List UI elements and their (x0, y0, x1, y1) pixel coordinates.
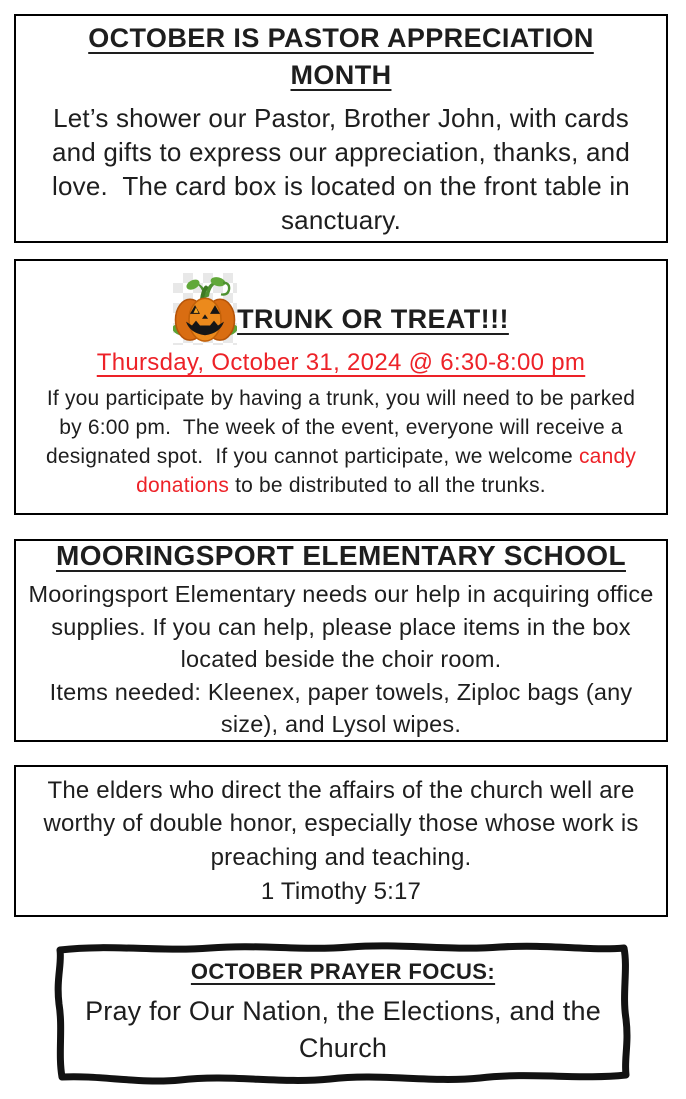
pastor-appreciation-card (14, 14, 668, 243)
trunk-or-treat-datetime: Thursday, October 31, 2024 @ 6:30-8:00 pm (96, 349, 586, 377)
scripture-card (14, 765, 668, 917)
prayer-focus-body: Pray for Our Nation, the Elections, and the Church (85, 996, 601, 1063)
scripture-reference: 1 Timothy 5:17 (260, 877, 422, 905)
elementary-school-body: Mooringsport Elementary needs our help in acquiring office supplies. If you can help, please place items in the box located beside the choir room. (28, 581, 654, 673)
trunk-or-treat-header (173, 273, 509, 345)
prayer-focus-card (50, 939, 636, 1086)
prayer-focus-title: OCTOBER PRAYER FOCUS: (190, 959, 496, 985)
elementary-school-title: MOORINGSPORT ELEMENTARY SCHOOL (56, 540, 626, 572)
trunk-or-treat-body (40, 385, 642, 501)
trunk-or-treat-card (14, 259, 668, 515)
trunk-or-treat-title: TRUNK OR TREAT!!! (237, 304, 509, 335)
elementary-school-items: Items needed: Kleenex, paper towels, Ziploc bags (any size), and Lysol wipes. (49, 678, 633, 738)
pastor-appreciation-title: OCTOBER IS PASTOR APPRECIATION MONTH (88, 22, 594, 91)
scripture-quote: The elders who direct the affairs of the church well are worthy of double honor, especially those whose work is preaching and teaching. (43, 776, 639, 871)
candy-donations-highlight: candy donations (136, 445, 637, 497)
pastor-appreciation-body: Let’s shower our Pastor, Brother John, with cards and gifts to express our appreciation, thanks, and love. The card box is located on the front table in sanctuary. (51, 103, 630, 236)
trunk-or-treat-body-start: If you participate by having a trunk, you will need to be parked by 6:00 pm. The week of the event, everyone will receive a designated spot. If you cannot participate, we welcome (45, 387, 636, 468)
jack-o-lantern-icon (173, 273, 237, 345)
trunk-or-treat-body-end: to be distributed to all the trunks. (229, 473, 546, 497)
elementary-school-card (14, 539, 668, 742)
